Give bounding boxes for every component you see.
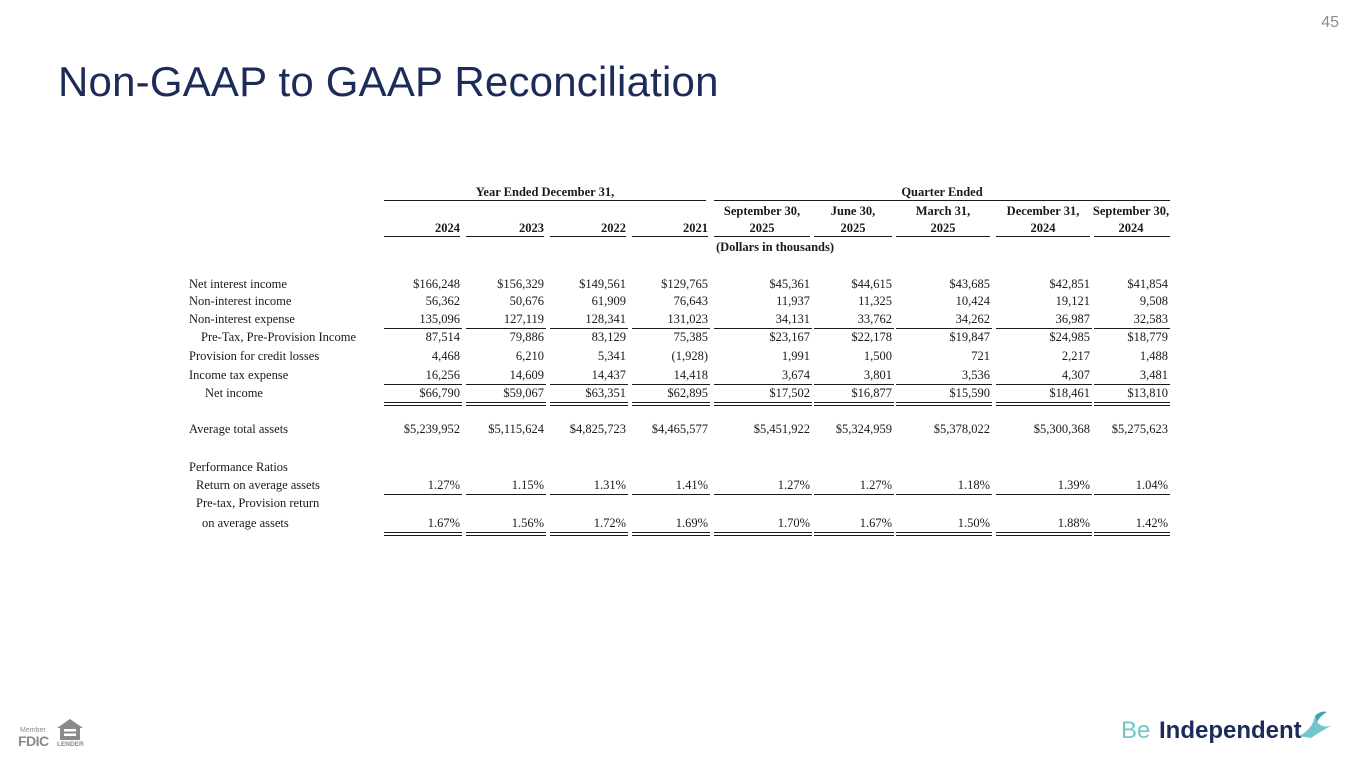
row-rule <box>896 532 992 536</box>
table-cell: 83,129 <box>591 330 626 344</box>
col-header-year: 2024 <box>435 221 460 235</box>
col-header-line1: December 31, <box>1006 204 1080 218</box>
row-rule <box>550 494 628 495</box>
table-cell: 3,801 <box>863 368 892 382</box>
row-rule <box>814 494 894 495</box>
table-cell: $22,178 <box>851 330 892 344</box>
table-cell: 87,514 <box>425 330 460 344</box>
brand-name: Independent <box>1159 717 1302 744</box>
row-rule <box>714 532 812 536</box>
table-cell: 34,262 <box>955 312 990 326</box>
table-cell: $41,854 <box>1127 277 1168 291</box>
row-rule <box>550 328 628 329</box>
table-cell: $44,615 <box>851 277 892 291</box>
table-cell: $43,685 <box>949 277 990 291</box>
table-cell: 721 <box>971 349 990 363</box>
table-cell: 75,385 <box>673 330 708 344</box>
lender-text: LENDER <box>57 741 84 748</box>
row-rule <box>814 532 894 536</box>
table-cell: $15,590 <box>949 386 990 400</box>
row-rule <box>466 532 546 536</box>
row-rule <box>632 384 710 385</box>
table-cell: 127,119 <box>503 312 544 326</box>
row-label: Return on average assets <box>196 478 320 492</box>
table-cell: 36,987 <box>1055 312 1090 326</box>
fdic-logo-text: FDIC <box>18 733 49 749</box>
row-rule <box>814 328 894 329</box>
group-header-year-rule <box>384 200 706 201</box>
row-rule <box>384 402 462 406</box>
table-cell: 4,307 <box>1061 368 1090 382</box>
table-cell: $18,461 <box>1049 386 1090 400</box>
row-rule <box>632 402 710 406</box>
table-cell: 5,341 <box>597 349 626 363</box>
row-rule <box>1094 384 1170 385</box>
table-cell: $24,985 <box>1049 330 1090 344</box>
row-rule <box>384 328 462 329</box>
table-cell: 1.27% <box>859 478 892 492</box>
table-cell: 1.67% <box>859 516 892 530</box>
col-header-line1: September 30, <box>1092 204 1170 218</box>
header-rule <box>384 236 460 237</box>
table-cell: $45,361 <box>769 277 810 291</box>
header-rule <box>466 236 544 237</box>
row-label: Net interest income <box>189 277 287 291</box>
row-label: on average assets <box>202 516 289 530</box>
table-cell: 56,362 <box>425 294 460 308</box>
row-rule <box>996 384 1092 385</box>
row-rule <box>1094 494 1170 495</box>
table-cell: 3,674 <box>781 368 810 382</box>
group-header-year: Year Ended December 31, <box>475 185 615 199</box>
row-rule <box>384 532 462 536</box>
row-rule <box>384 384 462 385</box>
table-cell: $4,825,723 <box>569 422 626 436</box>
table-cell: 131,023 <box>667 312 708 326</box>
col-header-year: 2025 <box>749 221 775 235</box>
table-cell: $5,451,922 <box>753 422 810 436</box>
table-cell: 1.39% <box>1057 478 1090 492</box>
table-cell: 1.50% <box>957 516 990 530</box>
row-rule <box>996 532 1092 536</box>
row-rule <box>466 402 546 406</box>
row-rule <box>814 384 894 385</box>
table-cell: 1.72% <box>593 516 626 530</box>
table-cell: (1,928) <box>671 349 708 363</box>
row-rule <box>550 532 628 536</box>
table-cell: 1,991 <box>781 349 810 363</box>
row-rule <box>996 402 1092 406</box>
row-rule <box>896 384 992 385</box>
table-cell: $18,779 <box>1127 330 1168 344</box>
row-rule <box>996 328 1092 329</box>
fdic-member-text: Member <box>20 727 46 734</box>
units-note: (Dollars in thousands) <box>715 240 835 254</box>
col-header-line1: June 30, <box>830 204 876 218</box>
table-cell: $5,275,623 <box>1111 422 1168 436</box>
table-cell: $4,465,577 <box>651 422 708 436</box>
col-header-year: 2025 <box>930 221 956 235</box>
table-cell: 14,437 <box>591 368 626 382</box>
row-rule <box>896 494 992 495</box>
table-cell: 1.69% <box>675 516 708 530</box>
row-label: Income tax expense <box>189 368 289 382</box>
table-cell: 1,500 <box>863 349 892 363</box>
table-cell: 79,886 <box>509 330 544 344</box>
table-cell: $19,847 <box>949 330 990 344</box>
table-cell: 34,131 <box>775 312 810 326</box>
header-rule <box>1094 236 1170 237</box>
table-cell: $42,851 <box>1049 277 1090 291</box>
table-cell: $166,248 <box>413 277 460 291</box>
bird-logo-icon <box>1297 710 1333 740</box>
row-rule <box>632 328 710 329</box>
table-cell: 50,676 <box>509 294 544 308</box>
table-cell: 1.15% <box>511 478 544 492</box>
page-number: 45 <box>1321 14 1339 31</box>
row-rule <box>714 402 812 406</box>
col-header-year: 2024 <box>1030 221 1056 235</box>
row-rule <box>896 328 992 329</box>
row-rule <box>466 384 546 385</box>
table-cell: $5,300,368 <box>1033 422 1090 436</box>
table-cell: 3,536 <box>961 368 990 382</box>
row-rule <box>814 402 894 406</box>
table-cell: 2,217 <box>1061 349 1090 363</box>
table-cell: 14,609 <box>509 368 544 382</box>
table-cell: 1.42% <box>1135 516 1168 530</box>
table-cell: 1.31% <box>593 478 626 492</box>
group-header-quarter-rule <box>714 200 1170 201</box>
col-header-line1: September 30, <box>723 204 801 218</box>
table-cell: 10,424 <box>955 294 990 308</box>
row-rule <box>632 532 710 536</box>
row-label: Non-interest income <box>189 294 292 308</box>
table-cell: $62,895 <box>667 386 708 400</box>
row-label: Pre-Tax, Pre-Provision Income <box>201 330 356 344</box>
table-cell: $149,561 <box>579 277 626 291</box>
table-cell: $66,790 <box>419 386 460 400</box>
row-rule <box>1094 402 1170 406</box>
table-cell: $5,378,022 <box>933 422 990 436</box>
col-header-line1: March 31, <box>915 204 971 218</box>
row-rule <box>384 494 462 495</box>
table-cell: 32,583 <box>1133 312 1168 326</box>
table-cell: 1.70% <box>777 516 810 530</box>
table-cell: 4,468 <box>431 349 460 363</box>
col-header-year: 2025 <box>840 221 866 235</box>
table-cell: $13,810 <box>1127 386 1168 400</box>
table-cell: 1.18% <box>957 478 990 492</box>
header-rule <box>814 236 892 237</box>
table-cell: $156,329 <box>497 277 544 291</box>
table-cell: 6,210 <box>515 349 544 363</box>
table-cell: 19,121 <box>1055 294 1090 308</box>
table-cell: 1.41% <box>675 478 708 492</box>
table-cell: $23,167 <box>769 330 810 344</box>
table-cell: 3,481 <box>1139 368 1168 382</box>
table-cell: $5,239,952 <box>403 422 460 436</box>
table-cell: 16,256 <box>425 368 460 382</box>
row-rule <box>550 402 628 406</box>
row-label: Net income <box>205 386 263 400</box>
row-label: Pre-tax, Provision return <box>196 496 320 510</box>
row-rule <box>714 384 812 385</box>
table-cell: 128,341 <box>585 312 626 326</box>
table-cell: $5,115,624 <box>488 422 544 436</box>
table-cell: 1,488 <box>1139 349 1168 363</box>
table-cell: $129,765 <box>661 277 708 291</box>
table-cell: $5,324,959 <box>835 422 892 436</box>
row-label: Provision for credit losses <box>189 349 320 363</box>
table-cell: 1.67% <box>427 516 460 530</box>
row-rule <box>550 384 628 385</box>
col-header-year: 2023 <box>519 221 544 235</box>
table-cell: $63,351 <box>585 386 626 400</box>
table-cell: 11,937 <box>776 294 810 308</box>
row-rule <box>714 494 812 495</box>
row-rule <box>466 328 546 329</box>
table-cell: 1.27% <box>777 478 810 492</box>
col-header-year: 2022 <box>601 221 626 235</box>
page-title: Non-GAAP to GAAP Reconciliation <box>58 58 719 105</box>
header-rule <box>632 236 708 237</box>
row-rule <box>1094 532 1170 536</box>
row-rule <box>896 402 992 406</box>
brand-logo <box>1117 710 1337 750</box>
row-label: Performance Ratios <box>189 460 288 474</box>
header-rule <box>996 236 1090 237</box>
row-label: Average total assets <box>189 422 289 436</box>
row-label: Non-interest expense <box>189 312 295 326</box>
col-header-year: 2024 <box>1118 221 1144 235</box>
col-header-year: 2021 <box>683 221 708 235</box>
table-cell: 1.04% <box>1135 478 1168 492</box>
row-rule <box>714 328 812 329</box>
header-rule <box>550 236 626 237</box>
table-cell: 1.27% <box>427 478 460 492</box>
row-rule <box>632 494 710 495</box>
table-cell: 1.88% <box>1057 516 1090 530</box>
table-cell: 1.56% <box>511 516 544 530</box>
fdic-badge <box>16 718 86 752</box>
table-cell: 9,508 <box>1139 294 1168 308</box>
table-cell: 14,418 <box>673 368 708 382</box>
table-cell: 33,762 <box>857 312 892 326</box>
group-header-quarter: Quarter Ended <box>901 185 983 199</box>
table-cell: 135,096 <box>419 312 460 326</box>
table-cell: 76,643 <box>673 294 708 308</box>
row-rule <box>1094 328 1170 329</box>
table-cell: 61,909 <box>591 294 626 308</box>
row-rule <box>466 494 546 495</box>
table-cell: 11,325 <box>858 294 892 308</box>
table-cell: $17,502 <box>769 386 810 400</box>
table-cell: $16,877 <box>851 386 892 400</box>
row-rule <box>996 494 1092 495</box>
table-cell: $59,067 <box>503 386 544 400</box>
header-rule <box>896 236 990 237</box>
brand-be: Be <box>1121 717 1151 744</box>
header-rule <box>714 236 810 237</box>
